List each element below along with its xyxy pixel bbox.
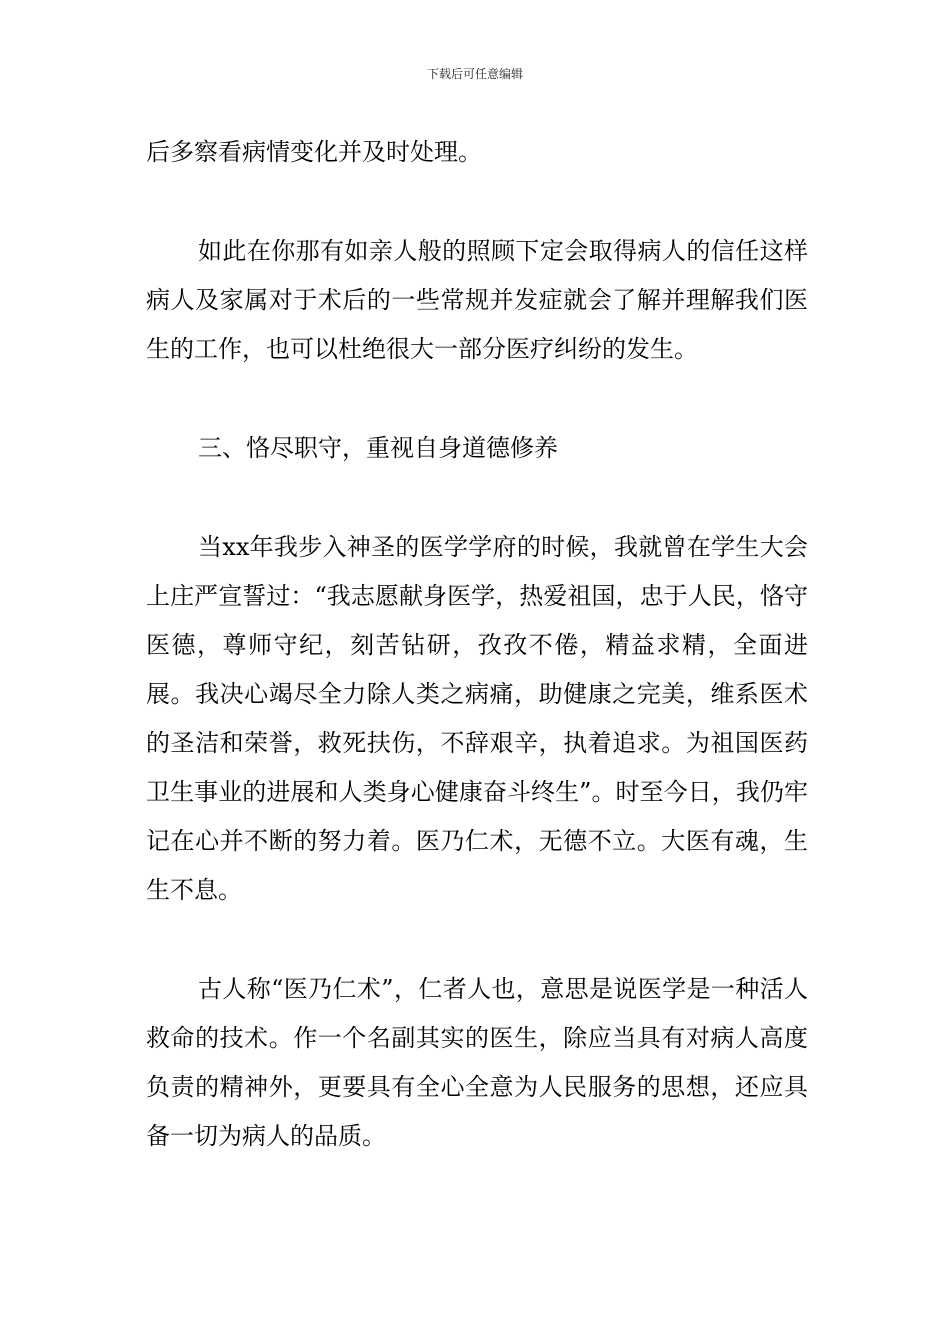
paragraph-trust: 如此在你那有如亲人般的照顾下定会取得病人的信任这样病人及家属对于术后的一些常规并发症就会了解并理解我们医生的工作，也可以杜绝很大一部分医疗纠纷的发生。 bbox=[146, 237, 808, 363]
paragraph-gap bbox=[146, 177, 808, 227]
paragraph-gap bbox=[146, 473, 808, 523]
document-body bbox=[146, 128, 808, 1161]
paragraph-oath: 当xx年我步入神圣的医学学府的时候，我就曾在学生大会上庄严宣誓过：“我志愿献身医学，热爱祖国，忠于人民，恪守医德，尊师守纪，刻苦钻研，孜孜不倦，精益求精，全面进展。我决心竭尽全力除人类之病痛，助健康之完美，维系医术的圣洁和荣誉，救死扶伤，不辞艰辛，执着追求。为祖国医药卫生事业的进展和人类身心健康奋斗终生”。时至今日，我仍牢记在心并不断的努力着。医乃仁术，无德不立。大医有魂，生生不息。 bbox=[146, 533, 808, 904]
paragraph-continuation: 后多察看病情变化并及时处理。 bbox=[146, 138, 482, 166]
page-header-note: 下载后可任意编辑 bbox=[426, 67, 523, 81]
paragraph-gap bbox=[146, 915, 808, 965]
section-heading: 三、恪尽职守，重视自身道德修养 bbox=[198, 434, 558, 462]
paragraph-ancient-saying: 古人称“医乃仁术”，仁者人也，意思是说医学是一种活人救命的技术。作一个名副其实的医生，除应当具有对病人高度负责的精神外，更要具有全心全意为人民服务的思想，还应具备一切为病人的品质。 bbox=[146, 975, 808, 1150]
paragraph-gap bbox=[146, 374, 808, 424]
